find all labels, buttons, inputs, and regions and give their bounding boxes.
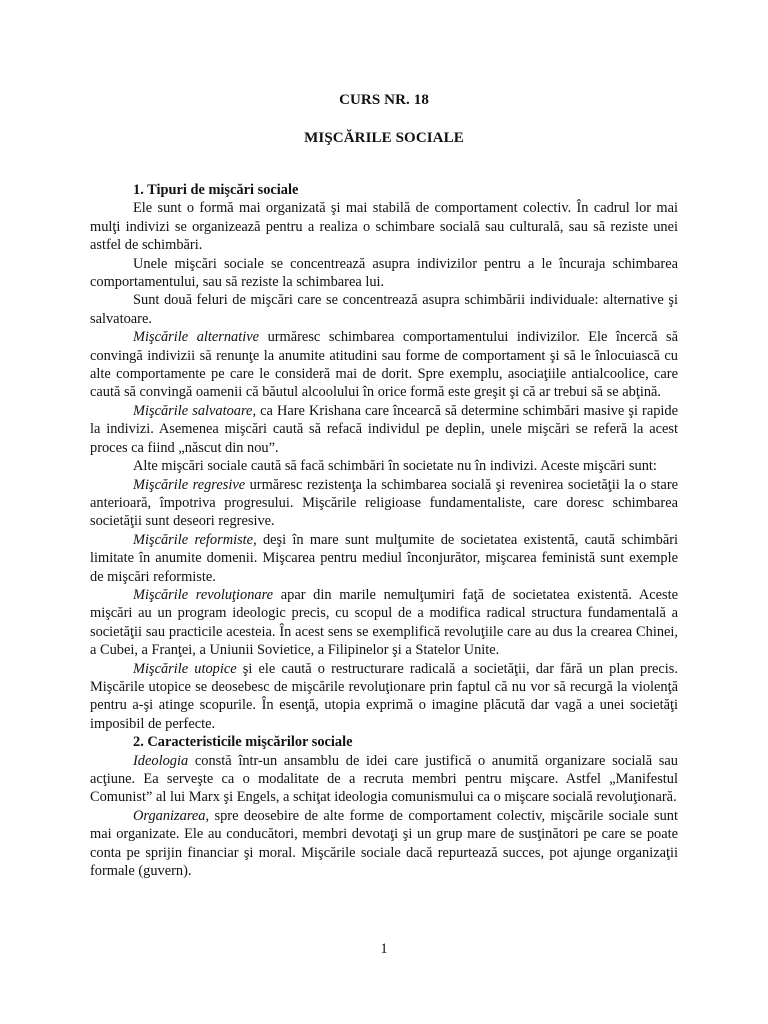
section-heading-types: 1. Tipuri de mişcări sociale xyxy=(133,182,299,198)
paragraph xyxy=(90,531,678,586)
paragraph xyxy=(90,807,678,881)
paragraph xyxy=(90,476,678,531)
paragraph xyxy=(90,660,678,734)
term-ideology: Ideologia xyxy=(133,752,189,769)
paragraph xyxy=(90,328,678,402)
paragraph-text: , ca Hare Krishana care încearcă să determine schimbări masive şi rapide la indivizi. Asemenea mişcări caută să refacă individul pe deplin, unele mişcări se referă la acest proces ca fiind „născut din nou”. xyxy=(90,402,678,456)
paragraph: Unele mişcări sociale se concentrează asupra indivizilor pentru a le încuraja schimbarea comportamentului, sau să reziste la schimbarea lui. xyxy=(90,255,678,291)
term-organization: Organizarea, xyxy=(133,807,210,824)
document-title: MIŞCĂRILE SOCIALE xyxy=(304,130,464,146)
term-regressive-movements: Mişcările regresive xyxy=(133,476,246,493)
paragraph-text: apar din marile nemulţumiri faţă de societatea existentă. Aceste mişcări au un program ideologic precis, cu scopul de a modifica radical structura fundamentală a societăţii sau practicile acesteia. În acest sens se exemplifică revoluţiile care au dus la crearea Chinei, a Cubei, a Franţei, a Uniunii Sovietice, a Filipinelor şi a Statelor Unite. xyxy=(90,586,678,659)
paragraph: Ele sunt o formă mai organizată şi mai stabilă de comportament colectiv. În cadrul lor mai mulţi indivizi se organizează pentru a realiza o schimbare socială sau culturală, sau să reziste unei astfel de schimbări. xyxy=(90,200,678,254)
paragraph-text: urmăresc schimbarea comportamentului indivizilor. Ele încercă să convingă indivizii să renunţe la anumite atitudini sau forme de comportament şi să le înlocuiască cu alte comportamente pe care le consideră mai de dorit. Spre exemplu, asociaţiile antialcoolice, care caută să convingă oamenii că băutul alcoolului în orice formă este greşit şi că ar trebui să se abţină. xyxy=(90,329,678,401)
paragraph-text: constă într-un ansamblu de idei care justifică o anumită organizare socială sau acţiune. Ea serveşte ca o modalitate de a recruta membri pentru mişcare. Astfel „Manifestul Comunist” al lui Marx şi Engels, a schiţat ideologia comunismului ca o mişcare socială revoluţionară. xyxy=(90,752,678,806)
section-heading-characteristics: 2. Caracteristicile mişcărilor sociale xyxy=(133,734,353,751)
term-utopian-movements: Mişcările utopice xyxy=(133,660,237,677)
paragraph-text: şi ele caută o restructurare radicală a societăţii, dar fără un plan precis. Mişcările utopice se deosebesc de mişcările revoluţionare prin faptul că nu vor să recurgă la violenţă pentru a-şi atinge scopurile. În esenţă, utopia exprimă o imagine plăcută dar vagă a unei societăţi imposibil de perfecte. xyxy=(90,660,678,732)
term-alternative-movements: Mişcările alternative xyxy=(133,329,260,346)
term-salvation-movements: Mişcările salvatoare xyxy=(133,402,253,419)
paragraph xyxy=(90,402,678,457)
term-revolutionary-movements: Mişcările revoluţionare xyxy=(133,586,274,603)
paragraph xyxy=(90,586,678,660)
paragraph: Alte mişcări sociale caută să facă schimbări în societate nu în indivizi. Aceste mişcări sunt: xyxy=(133,458,657,475)
paragraph xyxy=(90,752,678,807)
paragraph-text: urmăresc rezistenţa la schimbarea socială şi revenirea societăţii la o stare anterioară, împotriva progresului. Mişcările religioase fundamentaliste, care doresc schimbarea societăţii sunt deseori regresive. xyxy=(90,476,678,530)
term-reformist-movements: Mişcările reformiste xyxy=(133,531,254,548)
page-number: 1 xyxy=(380,941,388,957)
paragraph: Sunt două feluri de mişcări care se concentrează asupra schimbării individuale: alternative şi salvatoare. xyxy=(90,292,678,327)
document-body xyxy=(90,181,678,880)
paragraph-text: spre deosebire de alte forme de comportament colectiv, mişcările sociale sunt mai organizate. Ele au conducători, membri devotaţi şi un grup mare de susţinători pe care se poate conta pe sprijin financiar şi moral. Mişcările sociale dacă repurtează succes, pot ajunge organizaţii formale (guvern). xyxy=(90,807,678,880)
paragraph-text: , deşi în mare sunt mulţumite de societatea existentă, caută schimbări limitate în anumite domenii. Mişcarea pentru mediul înconjurător, mişcarea feministă sunt exemple de mişcări reformiste. xyxy=(90,531,679,585)
course-number-heading: CURS NR. 18 xyxy=(339,92,429,108)
